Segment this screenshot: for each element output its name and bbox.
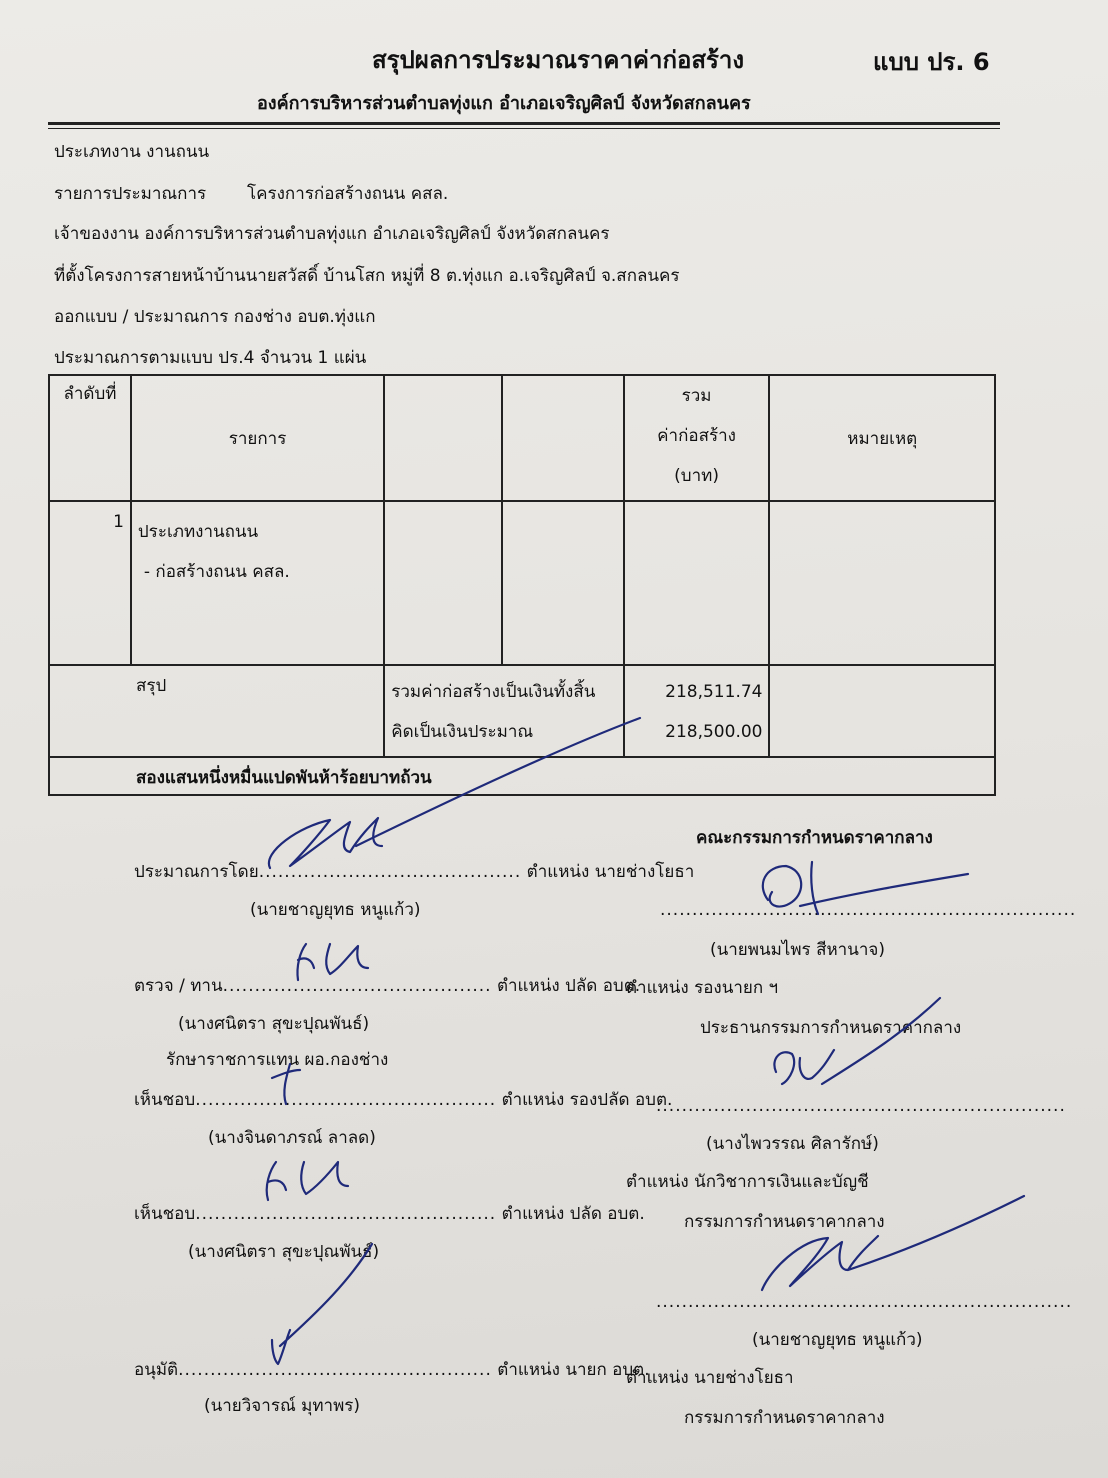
row-no: 1 xyxy=(49,501,131,665)
agree1-name: (นางจินดาภรณ์ ลาลด) xyxy=(208,1128,376,1148)
agree2-label: เห็นชอบ xyxy=(134,1204,196,1224)
form-code: แบบ ปร. 6 xyxy=(873,48,990,76)
amount-words: สองแสนหนึ่งหมื่นแปดพันห้าร้อยบาทถ้วน xyxy=(136,768,432,788)
signature-dots: ................................................. xyxy=(178,1360,492,1380)
signature-member3 xyxy=(762,1196,1024,1290)
approve-position: ตำแหน่ง นายก อบต. xyxy=(497,1360,650,1380)
member3-name: (นายชาญยุทธ หนูแก้ว) xyxy=(752,1330,923,1350)
agree1-label: เห็นชอบ xyxy=(134,1090,196,1110)
signature-member1 xyxy=(763,862,968,914)
signature-dots: ................................................................. xyxy=(656,1292,1073,1312)
estimated-by-label: ประมาณการโดย xyxy=(134,862,259,882)
signature-dots: ................................................................. xyxy=(660,900,1077,920)
signature-member2 xyxy=(774,998,940,1084)
location-line: ที่ตั้งโครงการสายหน้าบ้านนายสวัสดิ์ บ้านโสก หมู่ที่ 8 ต.ทุ่งแก อ.เจริญศิลป์ จ.สกลนคร xyxy=(54,266,680,286)
row-item-sub: - ก่อสร้างถนน คสล. xyxy=(143,562,290,582)
rounded-value: 218,500.00 xyxy=(665,722,763,742)
member1-role: ประธานกรรมการกำหนดราคากลาง xyxy=(700,1018,962,1038)
header-item-label: รายการ xyxy=(228,428,287,449)
member3-role: กรรมการกำหนดราคากลาง xyxy=(684,1408,885,1428)
signature-dots: ......................................... xyxy=(258,862,522,882)
member3-position: ตำแหน่ง นายช่างโยธา xyxy=(626,1368,794,1388)
checked-label: ตรวจ / ทาน xyxy=(134,976,223,996)
rounded-label: คิดเป็นเงินประมาณ xyxy=(391,722,534,742)
member2-name: (นางไพวรรณ ศิลารักษ์) xyxy=(706,1134,879,1154)
designer-line: ออกแบบ / ประมาณการ กองช่าง อบต.ทุ่งแก xyxy=(54,307,376,327)
header-no: ลำดับที่ xyxy=(49,375,131,501)
signature-agree1 xyxy=(272,1064,300,1104)
signature-estimated-by xyxy=(269,818,382,868)
signature-dots: .......................................... xyxy=(222,976,492,996)
member2-position: ตำแหน่ง นักวิชาการเงินและบัญชี xyxy=(626,1172,869,1192)
work-type: ประเภทงาน งานถนน xyxy=(54,142,210,162)
member1-name: (นายพนมไพร สีหานาจ) xyxy=(710,940,885,960)
header-remark-label: หมายเหตุ xyxy=(847,428,918,449)
owner-line: เจ้าของงาน องค์การบริหารส่วนตำบลทุ่งแก อำเภอเจริญศิลป์ จังหวัดสกลนคร xyxy=(54,224,610,244)
signature-pen-sweep xyxy=(356,718,640,846)
header-total-line2: ค่าก่อสร้าง xyxy=(657,426,736,446)
member1-position: ตำแหน่ง รองนายก ฯ xyxy=(626,978,779,998)
approve-name: (นายวิจารณ์ มุทาพร) xyxy=(204,1396,361,1416)
organization-line: องค์การบริหารส่วนตำบลทุ่งแก อำเภอเจริญศิลป์ จังหวัดสกลนคร xyxy=(257,93,751,114)
signature-agree2 xyxy=(267,1162,348,1200)
signature-dots: ................................................................ xyxy=(656,1096,1066,1116)
signature-dots: ............................................... xyxy=(195,1204,497,1224)
checked-position: ตำแหน่ง ปลัด อบต. xyxy=(496,976,641,996)
estimate-item-value: โครงการก่อสร้างถนน คสล. xyxy=(247,184,449,204)
signature-dots: ............................................... xyxy=(195,1090,497,1110)
committee-title: คณะกรรมการกำหนดราคากลาง xyxy=(696,828,933,848)
row-item-title: ประเภทงานถนน xyxy=(137,522,259,542)
acting-line: รักษาราชการแทน ผอ.กองช่าง xyxy=(166,1050,389,1070)
member2-role: กรรมการกำหนดราคากลาง xyxy=(684,1212,885,1232)
agree2-position: ตำแหน่ง ปลัด อบต. xyxy=(501,1204,645,1224)
approve-label: อนุมัติ xyxy=(134,1360,179,1380)
total-value: 218,511.74 xyxy=(665,682,763,702)
signature-approve xyxy=(272,1244,372,1364)
agree2-name: (นางศนิตรา สุขะปุณพันธ์) xyxy=(188,1242,380,1262)
header-total-line1: รวม xyxy=(681,386,712,406)
total-label: รวมค่าก่อสร้างเป็นเงินทั้งสิ้น xyxy=(391,682,596,702)
header-total-line3: (บาท) xyxy=(674,466,719,486)
checked-name: (นางศนิตรา สุขะปุณพันธ์) xyxy=(178,1014,370,1034)
agree1-position: ตำแหน่ง รองปลัด อบต. xyxy=(501,1090,673,1110)
estimated-by-name: (นายชาญยุทธ หนูแก้ว) xyxy=(250,900,421,920)
estimated-by-position: ตำแหน่ง นายช่างโยธา xyxy=(526,862,695,882)
signature-checked xyxy=(297,944,368,980)
estimate-item-label: รายการประมาณการ xyxy=(54,184,207,204)
summary-label: สรุป xyxy=(136,676,167,696)
per-form-line: ประมาณการตามแบบ ปร.4 จำนวน 1 แผ่น xyxy=(54,348,367,368)
document-title: สรุปผลการประมาณราคาค่าก่อสร้าง xyxy=(372,46,745,74)
